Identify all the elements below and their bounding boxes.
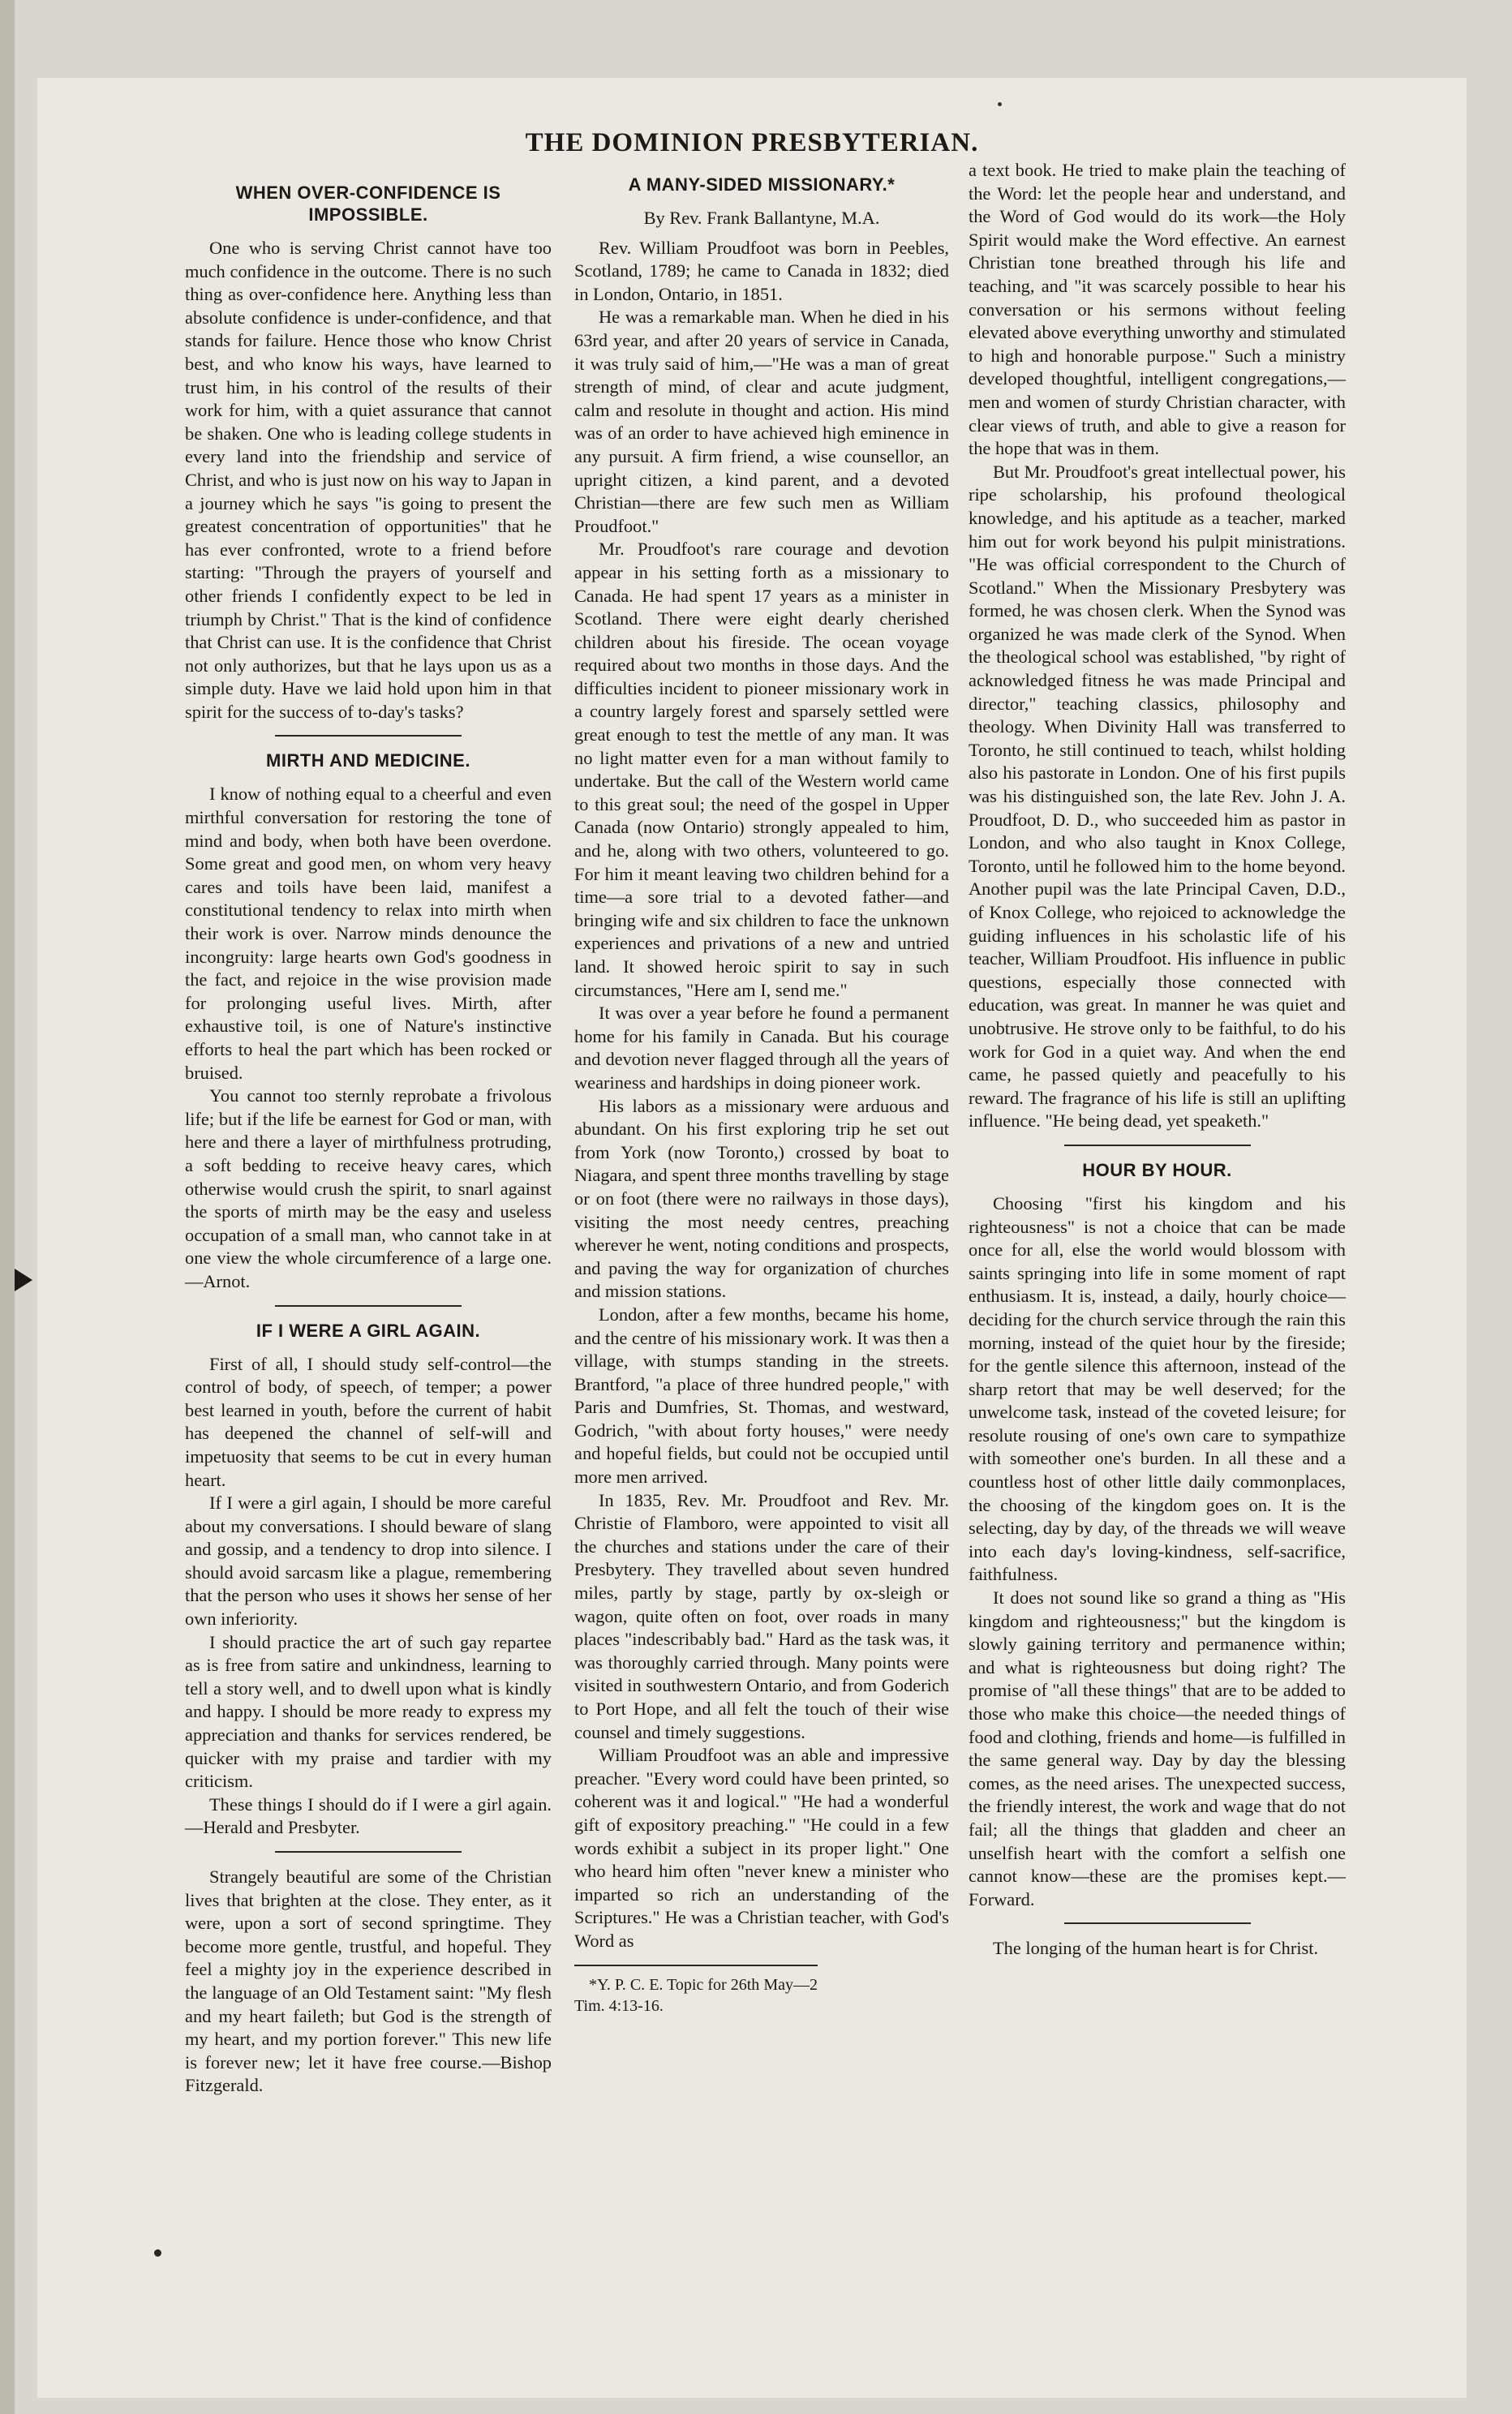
- speck-mark: [998, 102, 1002, 106]
- divider: [1064, 1145, 1251, 1146]
- paragraph: a text book. He tried to make plain the teaching of the Word: let the people hear and understand, and the Word of God would do its work—the Holy Spirit would make the Word effective. An earnest Christian tone breathed through his life and teaching, and "it was scarcely possible to hear his conversation or his sermons without feeling elevated above everything unworthy and stimulated to high and honorable purpose." Such a ministry developed thoughtful, intelligent congregations,—men and women of sturdy Christian character, with clear views of truth, and able to give a reason for the hope that was in them.: [969, 160, 1346, 459]
- bullet-mark: [154, 2249, 161, 2257]
- byline: By Rev. Frank Ballantyne, M.A.: [643, 208, 880, 228]
- article-title-girl-again: IF I WERE A GIRL AGAIN.: [256, 1320, 481, 1341]
- margin-arrow-icon: [15, 1269, 32, 1291]
- footnote: [574, 1965, 818, 2017]
- divider: [275, 1305, 462, 1307]
- paragraph: It was over a year before he found a permanent home for his family in Canada. But his courage and devotion never flagged through all the years of weariness and hardships in doing pioneer work.: [574, 1003, 949, 1093]
- paragraph: I should practice the art of such gay repartee as is free from satire and unkindness, learning to tell a story well, and to dwell upon what is kindly and happy. I should be more ready to express my appreciation and thanks for services rendered, be quicker with my praise and tardier with my criticism.: [185, 1631, 552, 1792]
- article-title-mirth: MIRTH AND MEDICINE.: [266, 750, 470, 771]
- paragraph: He was a remarkable man. When he died in his 63rd year, and after 20 years of service in Canada, it was truly said of him,—"He was a man of great strength of mind, of clear and acute judgment, calm and resolute in thought and action. His mind was of an order to have achieved high eminence in any pursuit. A firm friend, a wise counsellor, an upright citizen, a kind parent, and a devoted Christian—there are few such men as William Proudfoot.": [574, 307, 949, 536]
- column-left: [185, 178, 552, 2098]
- divider: [1064, 1922, 1251, 1924]
- paragraph: First of all, I should study self-control—the control of body, of speech, of temper; a power best learned in youth, before the current of habit has deepened the channel of self-will and impetuosity that seems to be cut in every human heart.: [185, 1353, 552, 1490]
- footnote-text: *Y. P. C. E. Topic for 26th May—2 Tim. 4:13-16.: [574, 1975, 818, 2015]
- scan-edge: [0, 0, 15, 2414]
- paragraph: The longing of the human heart is for Christ.: [993, 1938, 1319, 1959]
- paragraph: Rev. William Proudfoot was born in Peebles, Scotland, 1789; he came to Canada in 1832; died in London, Ontario, in 1851.: [574, 237, 949, 304]
- paragraph: These things I should do if I were a girl again.—Herald and Presbyter.: [185, 1793, 552, 1838]
- paragraph: If I were a girl again, I should be more careful about my conversations. I should beware of slang and gossip, and a tendency to drop into silence. I should avoid sarcasm like a plague, remembering that the person who uses it shows her sense of her own inferiority.: [185, 1493, 552, 1630]
- article-title-missionary: A MANY-SIDED MISSIONARY.*: [628, 174, 896, 195]
- paragraph: I know of nothing equal to a cheerful and even mirthful conversation for restoring the tone of mind and body, when both have been overdone. Some great and good men, on whom very heavy cares and toils have been laid, manifest a constitutional tendency to relax into mirth when their work is over. Narrow minds denounce the incongruity: large hearts own God's goodness in the fact, and rejoice in the wise provision made for prolonging useful lives. Mirth, after exhaustive toil, is one of Nature's instinctive efforts to heal the part which has been rocked or bruised.: [185, 784, 552, 1083]
- paragraph: Choosing "first his kingdom and his righteousness" is not a choice that can be made once for all, else the world would blossom with saints springing into life in some moment of rapt enthusiasm. It is, instead, a daily, hourly choice—deciding for the church service through the rain this morning, instead of the quiet hour by the fireside; for the gentle silence this afternoon, instead of the sharp retort that may be well deserved; for the unwelcome task, instead of the coveted leisure; for resolute rousing of one's own care to sympathize with someother one's burden. In all these and a countless host of other little daily commonplaces, the choosing of the kingdom goes on. It is the selecting, day by day, of the threads we will weave into each day's loving-kindness, self-sacrifice, faithfulness.: [969, 1192, 1346, 1585]
- paragraph: You cannot too sternly reprobate a frivolous life; but if the life be earnest for God or man, with here and there a layer of mirthfulness protruding, a soft bedding to receive heavy cares, which otherwise would crush the spirit, to snarl against the sports of mirth may be the easy and useless occupation of a small man, who cannot take in at one view the whole circumference of a large one.—Arnot.: [185, 1085, 552, 1291]
- article-title-over-confidence: WHEN OVER-CONFIDENCE IS IMPOSSIBLE.: [235, 183, 501, 225]
- newspaper-page: [37, 78, 1467, 2398]
- paragraph: In 1835, Rev. Mr. Proudfoot and Rev. Mr. Christie of Flamboro, were appointed to visit all the churches and stations under the care of their Presbytery. They travelled about seven hundred miles, partly by stage, partly by ox-sleigh or wagon, quite often on foot, over roads in many places "indescribably bad." Hard as the task was, it was thoroughly carried through. Many points were visited in southwestern Ontario, and from Goderich to Port Hope, and all felt the touch of their wise counsel and timely suggestions.: [574, 1489, 950, 1742]
- masthead: THE DOMINION PRESBYTERIAN.: [525, 128, 979, 157]
- paragraph: It does not sound like so grand a thing as "His kingdom and righteousness;" but the kingdom is slowly gaining territory and permanence within; and what is righteousness but doing right? The promise of "all these things" that are to be added to those who make this choice—the needed things of food and clothing, friends and home—is fulfilled in the same general way. Day by day the blessing comes, as the need arises. The unexpected success, the friendly interest, the work and wage that do not fail; all the things that gladden and cheer an unselfish heart with the comfort a selfish one cannot know—these are the promises kept.—Forward.: [969, 1587, 1346, 1909]
- paragraph: But Mr. Proudfoot's great intellectual power, his ripe scholarship, his profound theological knowledge, and his aptitude as a teacher, marked him out for work beyond his pulpit ministrations. "He was official correspondent to the Church of Scotland." When the Missionary Presbytery was formed, he was chosen clerk. When the Synod was organized he was made clerk of the Synod. When the theological school was established, "by right of acknowledged fitness he was made Principal and director," teaching classics, philosophy and theology. When Divinity Hall was transferred to Toronto, he still continued to teach, whilst holding also his pastorate in London. One of his first pupils was his distinguished son, the late Rev. John J. A. Proudfoot, D. D., who succeeded him as pastor in London, and who also taught in Knox College, Toronto, until he followed him to the home beyond. Another pupil was the late Principal Caven, D.D., of Knox College, who rejoiced to acknowledge the guiding influences in his scholastic life of his teacher, William Proudfoot. His influence in public questions, especially those connected with education, was great. In manner he was quiet and unobtrusive. He strove only to be faithful, to do his work for God in a quiet way. And when the end came, he passed quietly and peacefully to his reward. The fragrance of his life is still an uplifting influence. "He being dead, yet speaketh.": [969, 461, 1346, 1132]
- divider: [275, 735, 462, 737]
- paragraph: Mr. Proudfoot's rare courage and devotion appear in his setting forth as a missionary to Canada. He had spent 17 years as a minister in Scotland. There were eight dearly cherished children about his fireside. The ocean voyage required about two months in those days. And the difficulties incident to pioneer missionary work in a country largely forest and sparsely settled were great enough to test the mettle of any man. It was no light matter even for a man without family to undertake. But the call of the Western world came to this great soul; the need of the gospel in Upper Canada (now Ontario) strongly appealed to him, and he, along with two others, volunteered to go. For him it meant leaving two children behind for a time—a sore trial to a devoted father—and bringing wife and six children to face the unknown experiences and privations of a new and untried land. It showed heroic spirit to say in such circumstances, "Here am I, send me.": [574, 539, 949, 1000]
- paragraph: One who is serving Christ cannot have too much confidence in the outcome. There is no such thing as over-confidence here. Anything less than absolute confidence is under-confidence, and that stands for failure. Hence those who know Christ best, and who know his ways, have learned to trust him, in his control of the results of their work for him, with a quiet assurance that cannot be shaken. One who is leading college students in every land into the friendship and service of Christ, and who is just now on his way to Japan in a journey which he says "is going to present the greatest concentration of opportunities" that he has ever confronted, wrote to a friend before starting: "Through the prayers of yourself and other friends I confidently expect to be led in triumph by Christ." That is the kind of confidence that Christ can use. It is the confidence that Christ not only authorizes, but that he lays upon us as a simple duty. Have we laid hold upon him in that spirit for the success of to-day's tasks?: [185, 238, 552, 722]
- paragraph: London, after a few months, became his home, and the centre of his missionary work. It was then a village, with stumps standing in the streets. Brantford, "a place of three hundred people," with Paris and Dumfries, St. Thomas, and westward, Godrich, "with about forty houses," were needy and hopeful fields, but could not be occupied until more men arrived.: [574, 1304, 949, 1488]
- article-title-hour-by-hour: HOUR BY HOUR.: [1082, 1159, 1232, 1180]
- paragraph: Strangely beautiful are some of the Christian lives that brighten at the close. They enter, as it were, upon a sort of second springtime. They become more gentle, trustful, and hopeful. They feel a mighty joy in the experience described in the language of an Old Testament saint: "My flesh and my heart faileth; but God is the strength of my heart, and my portion forever." This new life is forever new; let it have free course.—Bishop Fitzgerald.: [185, 1866, 552, 2096]
- divider: [275, 1851, 462, 1853]
- paragraph: His labors as a missionary were arduous and abundant. On his first exploring trip he set out from York (now Toronto,) crossed by boat to Niagara, and spent three months travelling by stage or on foot (there were no railways in those days), visiting the most needy centres, preaching wherever he went, noting conditions and prospects, and paving the way for organization of churches and mission stations.: [574, 1095, 949, 1302]
- column-right: [969, 159, 1346, 1961]
- paragraph: William Proudfoot was an able and impressive preacher. "Every word could have been printed, so coherent was it and logical." "He had a wonderful gift of expository preaching." "He could in a few words exhibit a subject in its proper light." One who heard him often "never knew a minister who imparted so rich an understanding of the Scriptures." He was a Christian teacher, with God's Word as: [574, 1745, 949, 1951]
- column-middle: [574, 170, 949, 2017]
